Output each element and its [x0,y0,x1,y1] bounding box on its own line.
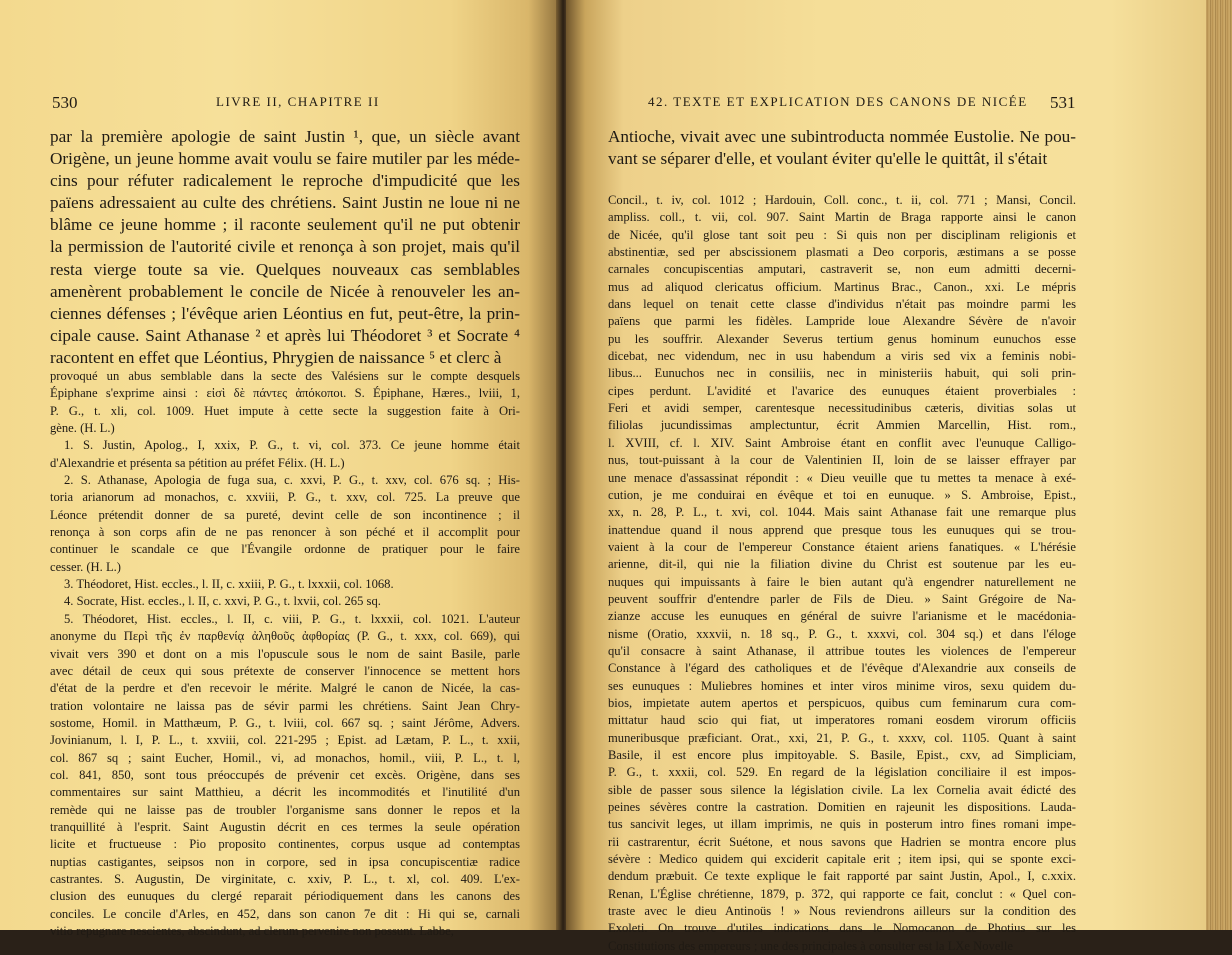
body-line: par la première apologie de saint Justin ¹, que, un siècle avant [50,127,520,146]
body-line: ciennes défenses ; l'évêque arien Léontius en fut, peut-être, la prin- [50,303,520,323]
footnote-line: une menace d'assassinat répondit : « Dieu veuille que tu mettes ta menace à exé- [608,470,1076,485]
footnote-line: provoqué un abus semblable dans la secte des Valésiens sur le compte desquels [50,369,520,383]
footnote-line: dendum præbuit. Ce texte explique le fait rapporté par saint Justin, Apol., I, c.xxix. [608,869,1076,884]
footnote-line: peines sévères contre la castration. Domitien en rajeunit les dispositions. Lauda- [608,800,1076,815]
footnote-line: Léonce prétendit donner de sa pureté, devint celle de son incontinence ; il [50,507,520,522]
footnote-line: sible de passer sous silence la législation civile. La lex Cornelia avait édicté des [608,782,1076,797]
body-line: cins pour réfuter radicalement le reproche d'impudicité que les [50,171,520,191]
footnote-line: d'état de la perdre et d'en recevoir le mérite. Malgré le canon de Nicée, la cas- [50,681,520,696]
body-line: amenèrent probablement le concile de Nicée à renouveler les an- [50,281,520,301]
footnote-line: carnales concupiscentias amputari, castraverit se, non eum admitti decerni- [608,262,1076,277]
body-line: païens adressaient au culte des chrétiens. Saint Justin ne loue ni ne [50,193,520,213]
footnote-line: avec détail de ceux qui sous prétexte de conserver l'innocence se mettent hors [50,663,520,678]
footnote-line: sévère : Medico quidem qui exciderit capitale erit ; item ipsi, qui se sponte exci- [608,852,1076,867]
footnote-line: Constitutions des empereurs ; une des principales à consulter est la LXe Novelle [608,938,1013,953]
footnote-line: 2. S. Athanase, Apologia de fuga sua, c. xxvi, P. G., t. xxv, col. 676 sq. ; His- [64,473,520,488]
footnote-line: renonça à son corps afin de ne pas renoncer à son péché et il accomplit pour [50,525,520,540]
right-footnotes [608,192,1076,955]
footnote-line: mus ad aliquod clericatus officium. Martinus Brac., Canon., xxi. Le mépris [608,279,1076,294]
body-line: la permission de l'autorité civile et renonça à son projet, mais qu'il [50,237,520,257]
footnote-line: Basile, il est encore plus impitoyable. S. Basile, Epist., cxv, ad Simpliciam, [608,748,1076,762]
footnote-line: ampliss. coll., t. vii, col. 907. Saint Martin de Braga rapporte ainsi le canon [608,210,1076,225]
footnote-line: muneribusque præficiant. Orat., xxi, 21, P. G., t. xxxv, col. 1105. Quant à saint [608,730,1076,745]
left-body-text [50,126,520,369]
left-footnotes [50,368,520,940]
footnote-line: abstinentiæ, sed per abscissionem plasmati a Deo corporis, æstimans a se posse [608,245,1076,260]
footnote-line: vaient à la cour de l'empereur Constance étaient ariens fanatiques. « L'hérésie [608,539,1076,554]
footnote-line: Constance à l'égard des catholiques et de l'évêque d'Alexandrie aux conseils de [608,661,1076,676]
footnote-line: remède qui ne laisse pas de troubler l'organisme sans donner le repos et la [50,802,520,817]
footnote-line: arienne, dit-il, qui nie la filiation divine du Christ est soutenue par les eu- [608,557,1076,572]
footnote-line: dans lequel on tenait cette classe d'individus n'était pas moindre parmi les [608,297,1076,312]
body-line: vant se séparer d'elle, et voulant éviter qu'elle le quittât, il s'était [608,149,1048,169]
footnote-line: commentaires sur saint Matthieu, a décrit les incommodités et l'inutilité d'un [50,785,520,800]
right-page [566,0,1206,953]
footnote-line: traste avec le dieu Antinoüs ! » Nous reviendrons ailleurs sur la condition des [608,904,1076,919]
footnote-line: l. XVIII, cf. l. XIV. Saint Ambroise étant en conflit avec l'eunuque Calligo- [608,435,1076,450]
footnote-line: Feri et avidi semper, carentesque necessitudinibus cæteris, divitias solas ut [608,401,1076,416]
footnote-line: nisme (Oratio, xxxvii, n. 18 sq., P. G., t. xxxvi, col. 304 sq.) et dans l'éloge [608,626,1076,641]
footnote-line: continuer le scandale ce que l'Évangile ordonne de pratiquer pour le faire [50,542,520,557]
footnote-line: col. 841, 850, sont tous préoccupés de prévenir cet excès. Origène, dans ses [50,767,520,782]
footnote-line: 4. Socrate, Hist. eccles., l. II, c. xxvi, P. G., t. lxvii, col. 265 sq. [64,594,381,609]
footnote-line: ses eunuques : Muliebres homines et inter viros minime viros, sexu quidem du- [608,678,1076,693]
footnote-line: Épiphane s'exprime ainsi : εἰσὶ δὲ πάντες ἀπόκοποι. S. Épiphane, Hæres., lviii, 1, [50,386,520,401]
footnote-line: de Nicée, qu'il glose tant soit peu : Si quis non per disciplinam religionis et [608,227,1076,242]
footnote-line: filiolas jucundissimas amplectuntur, écrit Ammien Marcellin, Hist. rom., [608,418,1076,433]
footnote-line: P. G., t. xli, col. 1009. Huet impute à cette secte la suggestion faite à Ori- [50,403,520,418]
footnote-line: tranquillité à l'esprit. Saint Augustin décrit en ces termes la seule opération [50,819,520,834]
page-edges [1206,0,1232,930]
footnote-line: nus, tout-puissant à la cour de Valentinien II, loin de se laisser effrayer par [608,453,1076,468]
footnote-line: 3. Théodoret, Hist. eccles., l. II, c. xxiii, P. G., t. lxxxii, col. 1068. [64,577,394,592]
footnote-line: gène. (H. L.) [50,421,115,436]
left-page-number: 530 [52,93,78,112]
footnote-line: P. G., t. xxxii, col. 529. En regard de la législation conciliaire il est impos- [608,765,1076,780]
footnote-line: libus... Eunuchos nec in consiliis, nec in ministeriis habuit, qui soli prin- [608,366,1076,381]
footnote-line: cesser. (H. L.) [50,559,121,574]
body-line: Origène, un jeune homme avait voulu se faire mutiler par les méde- [50,149,520,169]
footnote-line: clusion des eunuques du clergé reparait périodiquement dans les canons des [50,889,520,904]
footnote-line: zianze accuse les eunuques en général de suivre l'arianisme et le macédonia- [608,609,1076,624]
footnote-line: nuptias castigantes, seipsos non in corpore, sed in ipsa concupiscentiæ radice [50,854,520,869]
footnote-line: 5. Théodoret, Hist. eccles., l. II, c. viii, P. G., t. lxxxii, col. 1021. L'auteur [64,611,520,626]
footnote-line: qu'il consacre à saint Athanase, il attribue toutes les violences de l'empereur [608,643,1076,658]
footnote-line: sostome, Homil. in Matthæum, P. G., t. lviii, col. 667 sq. ; saint Jérôme, Advers. [50,715,520,730]
footnote-line: vivait vers 390 et dont on a mis l'opuscule sous le nom de saint Basile, parle [50,646,520,661]
footnote-line: cution, je me conduirai en évêque et toi en eunuque. » S. Ambroise, Epist., [608,487,1076,502]
footnote-line: anonyme du Περὶ τῆς ἐν παρθενίᾳ ἀληθοῦς ἀφθορίας (P. G., t. xxx, col. 669), qui [50,629,520,644]
footnote-line: bios, impietate autem apertos et perspicuos, quibus cum feminarum cura com- [608,695,1076,710]
body-line: Antioche, vivait avec une subintroducta nommée Eustolie. Ne pou- [608,127,1076,146]
body-line: racontent en effet que Léontius, Phrygien de naissance ⁵ et clerc à [50,347,502,367]
right-page-number: 531 [1050,93,1076,112]
footnote-line: conciles. Le concile d'Arles, en 452, dans son canon 7e dit : Hi qui se, carnali [50,906,520,921]
body-line: cipale cause. Saint Athanase ² et après lui Théodoret ³ et Socrate ⁴ [50,325,520,345]
left-page [0,0,562,938]
left-running-head: LIVRE II, CHAPITRE II [216,94,380,109]
footnote-line: d'Alexandrie et présenta sa pétition au préfet Félix. (H. L.) [50,455,345,470]
footnote-line: tus sancivit leges, ut illam imprimis, ne quis in posterum intro fines romani impe- [608,817,1076,832]
footnote-line: col. 867 sq ; saint Eucher, Homil., vi, ad monachos, homil., viii, P. L., t. l, [50,750,520,765]
footnote-line: mittatur haud scio qui fiat, ut imperatores romani eosdem virorum officiis [608,713,1076,728]
right-body-text [608,126,1076,170]
footnote-line: vitio repugnare nescientes, abscindunt, ad clerum pervenire non possunt. Labbe, [50,924,454,938]
footnote-line: nuques qui impuissants à faire le bien autant qu'à engendrer naturellement ne [608,574,1076,589]
footnote-line: licite et fructueuse : Pio proposito continentes, corpus usque ad contemptas [50,837,520,852]
footnote-line: toria arianorum ad monachos, c. xxviii, P. G., t. xxv, col. 725. La preuve que [50,490,520,505]
footnote-line: tration volontaire ne laissa pas de sévir parmi les chrétiens. Saint Jean Chry- [50,698,520,713]
footnote-line: xx, n. 28, P. L., t. xvi, col. 1044. Mais saint Athanase fait une remarque plus [608,505,1076,520]
footnote-line: dicebat, nec videndum, nec in usu habendum a viris sed vix a feminis nobi- [608,349,1076,364]
footnote-line: cipes perdunt. L'avidité et l'avarice des eunuques étaient proverbiales : [608,383,1076,398]
right-running-head: 42. TEXTE ET EXPLICATION DES CANONS DE NICÉE [648,94,1028,109]
footnote-line: Concil., t. iv, col. 1012 ; Hardouin, Coll. conc., t. ii, col. 771 ; Mansi, Concil. [608,193,1076,207]
body-line: resta vierge toute sa vie. Quelques nouveaux cas semblables [50,259,520,279]
footnote-line: 1. S. Justin, Apolog., I, xxix, P. G., t. vi, col. 373. Ce jeune homme était [64,438,520,453]
footnote-line: castrantes. S. Augustin, De virginitate, c. xxiv, P. L., t. xl, col. 409. L'ex- [50,871,520,886]
footnote-line: pu les souffrir. Alexander Severus tertium genus hominum eunuchos esse [608,331,1076,346]
footnote-line: Jovinianum, l. I, P. L., t. xxviii, col. 221-295 ; Epist. ad Lætam, P. L., t. xxii, [50,733,520,748]
footnote-line: Exoleti. On trouve d'utiles indications dans le Nomocanon de Photius sur les [608,921,1076,936]
footnote-line: inattendue quand il nous apprend que presque tous les eunuques qui se trou- [608,522,1076,537]
footnote-line: peuvent souffrir d'entendre parler de Fils de Dieu. » Saint Grégoire de Na- [608,591,1076,606]
footnote-line: rii castrarentur, écrit Suétone, et nous savons que Hadrien se montra encore plus [608,834,1076,849]
footnote-line: Renan, L'Église chrétienne, 1879, p. 372, qui rapporte ce fait, conclut : « Quel con- [608,886,1076,901]
footnote-line: païens que parmi les fidèles. Lampride loue Alexandre Sévère de n'avoir [608,314,1076,329]
body-line: blâme ce jeune homme ; il raconte seulement qu'il ne put obtenir [50,215,520,235]
